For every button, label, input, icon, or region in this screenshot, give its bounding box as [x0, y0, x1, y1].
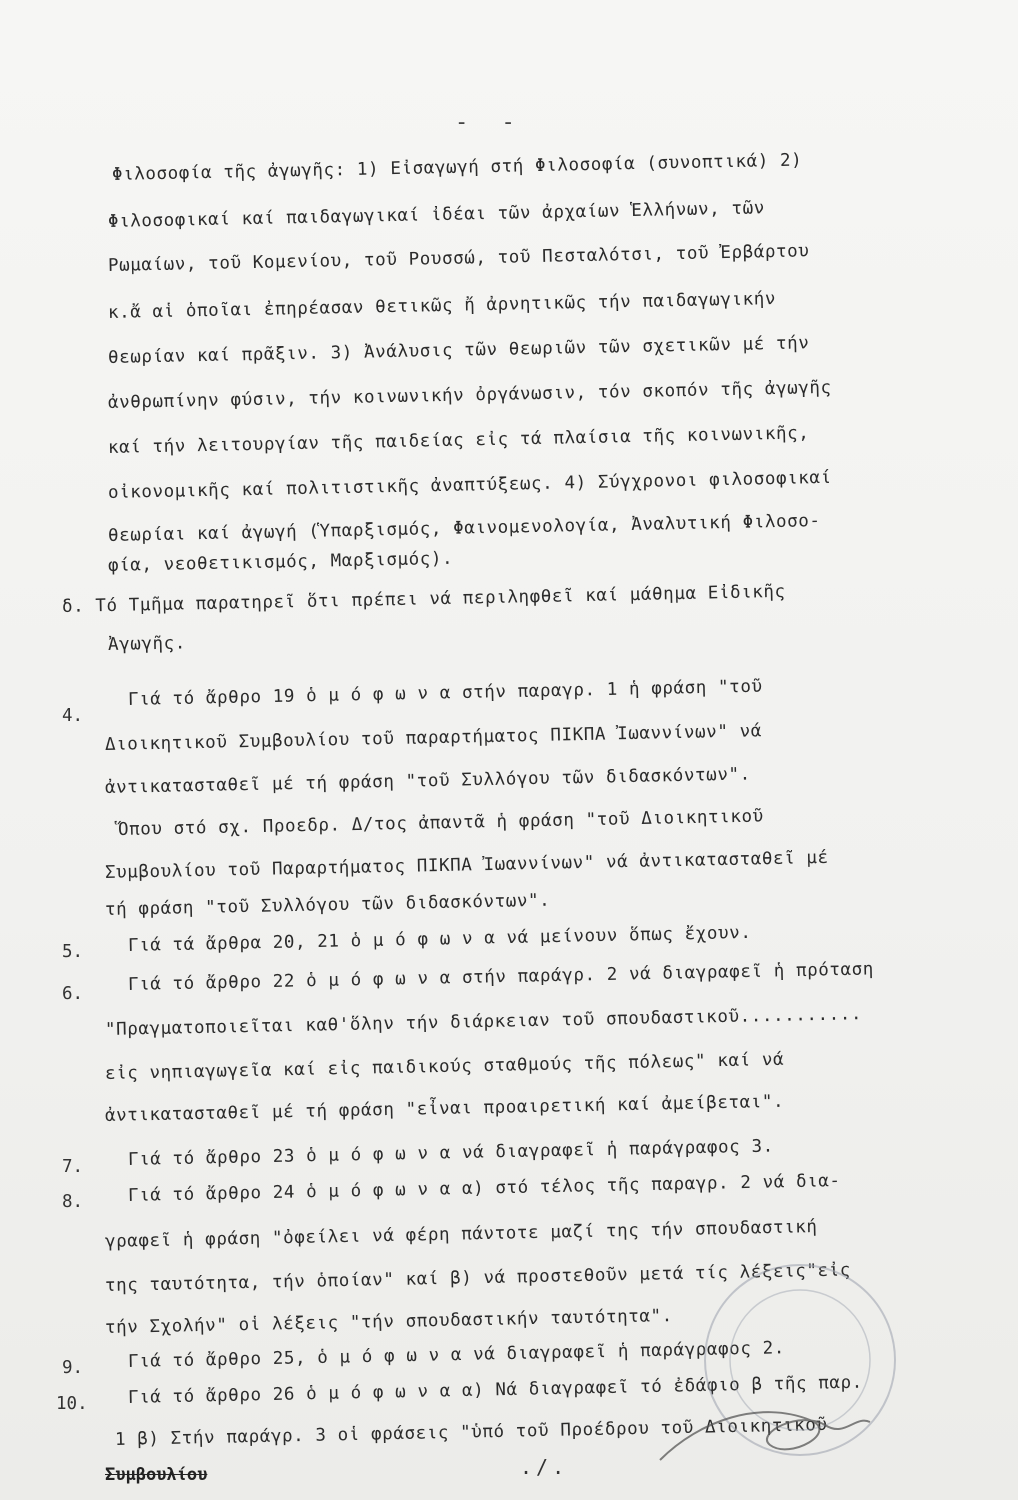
item-number: 10. — [56, 1394, 88, 1414]
item-number: 7. — [62, 1157, 84, 1177]
page-continuation-mark: ./. — [520, 1455, 569, 1479]
text-line: Γιά τό ἄρθρο 23 ὁ μ ό φ ω ν α νά διαγραφεῖ ἡ παράγραφος 3. — [127, 1136, 774, 1170]
text-line: Συμβουλίου τοῦ Παραρτήματος ΠΙΚΠΑ Ἰωαννίνων" νά ἀντικατασταθεῖ μέ — [104, 847, 829, 883]
text-line: τή φράση "τοῦ Συλλόγου τῶν διδασκόντων". — [104, 890, 551, 920]
text-line: ἀντικατασταθεῖ μέ τή φράση "τοῦ Συλλόγου τῶν διδασκόντων". — [104, 764, 751, 798]
text-line: Ἀγωγῆς. — [107, 633, 187, 655]
item-number: 6. — [62, 984, 84, 1004]
text-line: γραφεῖ ἡ φράση "ὀφείλει νά φέρη πάντοτε μαζί της τήν σπουδαστική — [104, 1217, 818, 1252]
text-line: Γιά τό ἄρθρο 26 ὁ μ ό φ ω ν α α) Νά διαγραφεῖ τό ἐδάφιο β τῆς παρ. — [127, 1372, 864, 1408]
page-header-mark: - - — [455, 110, 525, 135]
text-line: Γιά τό ἄρθρο 24 ὁ μ ό φ ω ν α α) στό τέλος τῆς παραγρ. 2 νά δια- — [127, 1171, 841, 1206]
text-line: εἰς νηπιαγωγεῖα καί εἰς παιδικούς σταθμούς τῆς πόλεως" καί νά — [104, 1049, 785, 1084]
text-line: Φιλοσοφικαί καί παιδαγωγικαί ἰδέαι τῶν ἀρχαίων Ἑλλήνων, τῶν — [107, 198, 766, 232]
text-line: Ὅπου στό σχ. Προεδρ. Δ/τος ἀπαντᾶ ἡ φράση "τοῦ Διοικητικοῦ — [117, 806, 764, 840]
text-line: θεωρίαι καί ἀγωγή (Ὑπαρξισμός, Φαινομενολογία, Ἀναλυτική Φιλοσο- — [107, 511, 821, 546]
item-number: 4. — [62, 706, 84, 726]
item-number: 9. — [62, 1358, 84, 1378]
text-line: Γιά τά ἄρθρα 20, 21 ὁ μ ό φ ω ν α νά μείνουν ὅπως ἔχουν. — [127, 922, 752, 956]
item-number: 5. — [62, 942, 84, 962]
text-line: Γιά τό ἄρθρο 22 ὁ μ ό φ ω ν α στήν παράγρ. 2 νά διαγραφεῖ ἡ πρόταση — [127, 959, 875, 995]
item-number: 8. — [62, 1192, 84, 1212]
text-line: θεωρίαν καί πρᾶξιν. 3) Ἀνάλυσις τῶν θεωριῶν τῶν σχετικῶν μέ τήν — [107, 333, 810, 368]
text-line: κ.ἄ αἱ ὁποῖαι ἐπηρέασαν θετικῶς ἤ ἀρνητικῶς τήν παιδαγωγικήν — [107, 289, 777, 323]
text-line: ἀνθρωπίνην φύσιν, τήν κοινωνικήν ὀργάνωσιν, τόν σκοπόν τῆς ἀγωγῆς — [107, 377, 832, 413]
text-line: δ. Τό Τμῆμα παρατηρεῖ ὅτι πρέπει νά περιληφθεῖ καί μάθημα Εἰδικῆς — [61, 581, 786, 617]
text-line: οἰκονομικῆς καί πολιτιστικῆς ἀναπτύξεως. 4) Σύγχρονοι φιλοσοφικαί — [107, 467, 832, 503]
text-line: ἀντικατασταθεῖ μέ τή φράση "εἶναι προαιρετική καί ἀμείβεται". — [104, 1091, 785, 1126]
text-line: Φιλοσοφία τῆς ἀγωγῆς: 1) Εἰσαγωγή στή Φιλοσοφία (συνοπτικά) 2) — [111, 150, 803, 185]
text-line: Γιά τό ἄρθρο 25, ὁ μ ό φ ω ν α νά διαγραφεῖ ἡ παράγραφος 2. — [127, 1338, 786, 1372]
text-line: της ταυτότητα, τήν ὁποίαν" καί β) νά προστεθοῦν μετά τίς λέξεις"εἰς — [104, 1260, 852, 1296]
text-line: "Πραγματοποιεῖται καθ'ὅλην τήν διάρκειαν τοῦ σπουδαστικοῦ........... — [104, 1004, 863, 1040]
text-line: Διοικητικοῦ Συμβουλίου τοῦ παραρτήματος ΠΙΚΠΑ Ἰωαννίνων" νά — [104, 721, 763, 755]
text-line: τήν Σχολήν" οἱ λέξεις "τήν σπουδαστικήν ταυτότητα". — [104, 1306, 674, 1338]
text-line: Γιά τό ἄρθρο 19 ὁ μ ό φ ω ν α στήν παραγρ. 1 ἡ φράση "τοῦ — [127, 676, 763, 710]
text-line: 1 β) Στήν παράγρ. 3 οἱ φράσεις "ὑπό τοῦ Προέδρου τοῦ Διοικητικοῦ — [114, 1415, 828, 1450]
text-line: καί τήν λειτουργίαν τῆς παιδείας εἰς τά πλαίσια τῆς κοινωνικῆς, — [107, 423, 810, 458]
struck-word: Συμβουλίου — [105, 1465, 208, 1485]
text-line: Ρωμαίων, τοῦ Κομενίου, τοῦ Ρουσσώ, τοῦ Πεσταλότσι, τοῦ Ἐρβάρτου — [107, 241, 810, 276]
text-line: φία, νεοθετικισμός, Μαρξισμός). — [107, 548, 454, 576]
official-stamp-icon — [640, 1250, 940, 1500]
